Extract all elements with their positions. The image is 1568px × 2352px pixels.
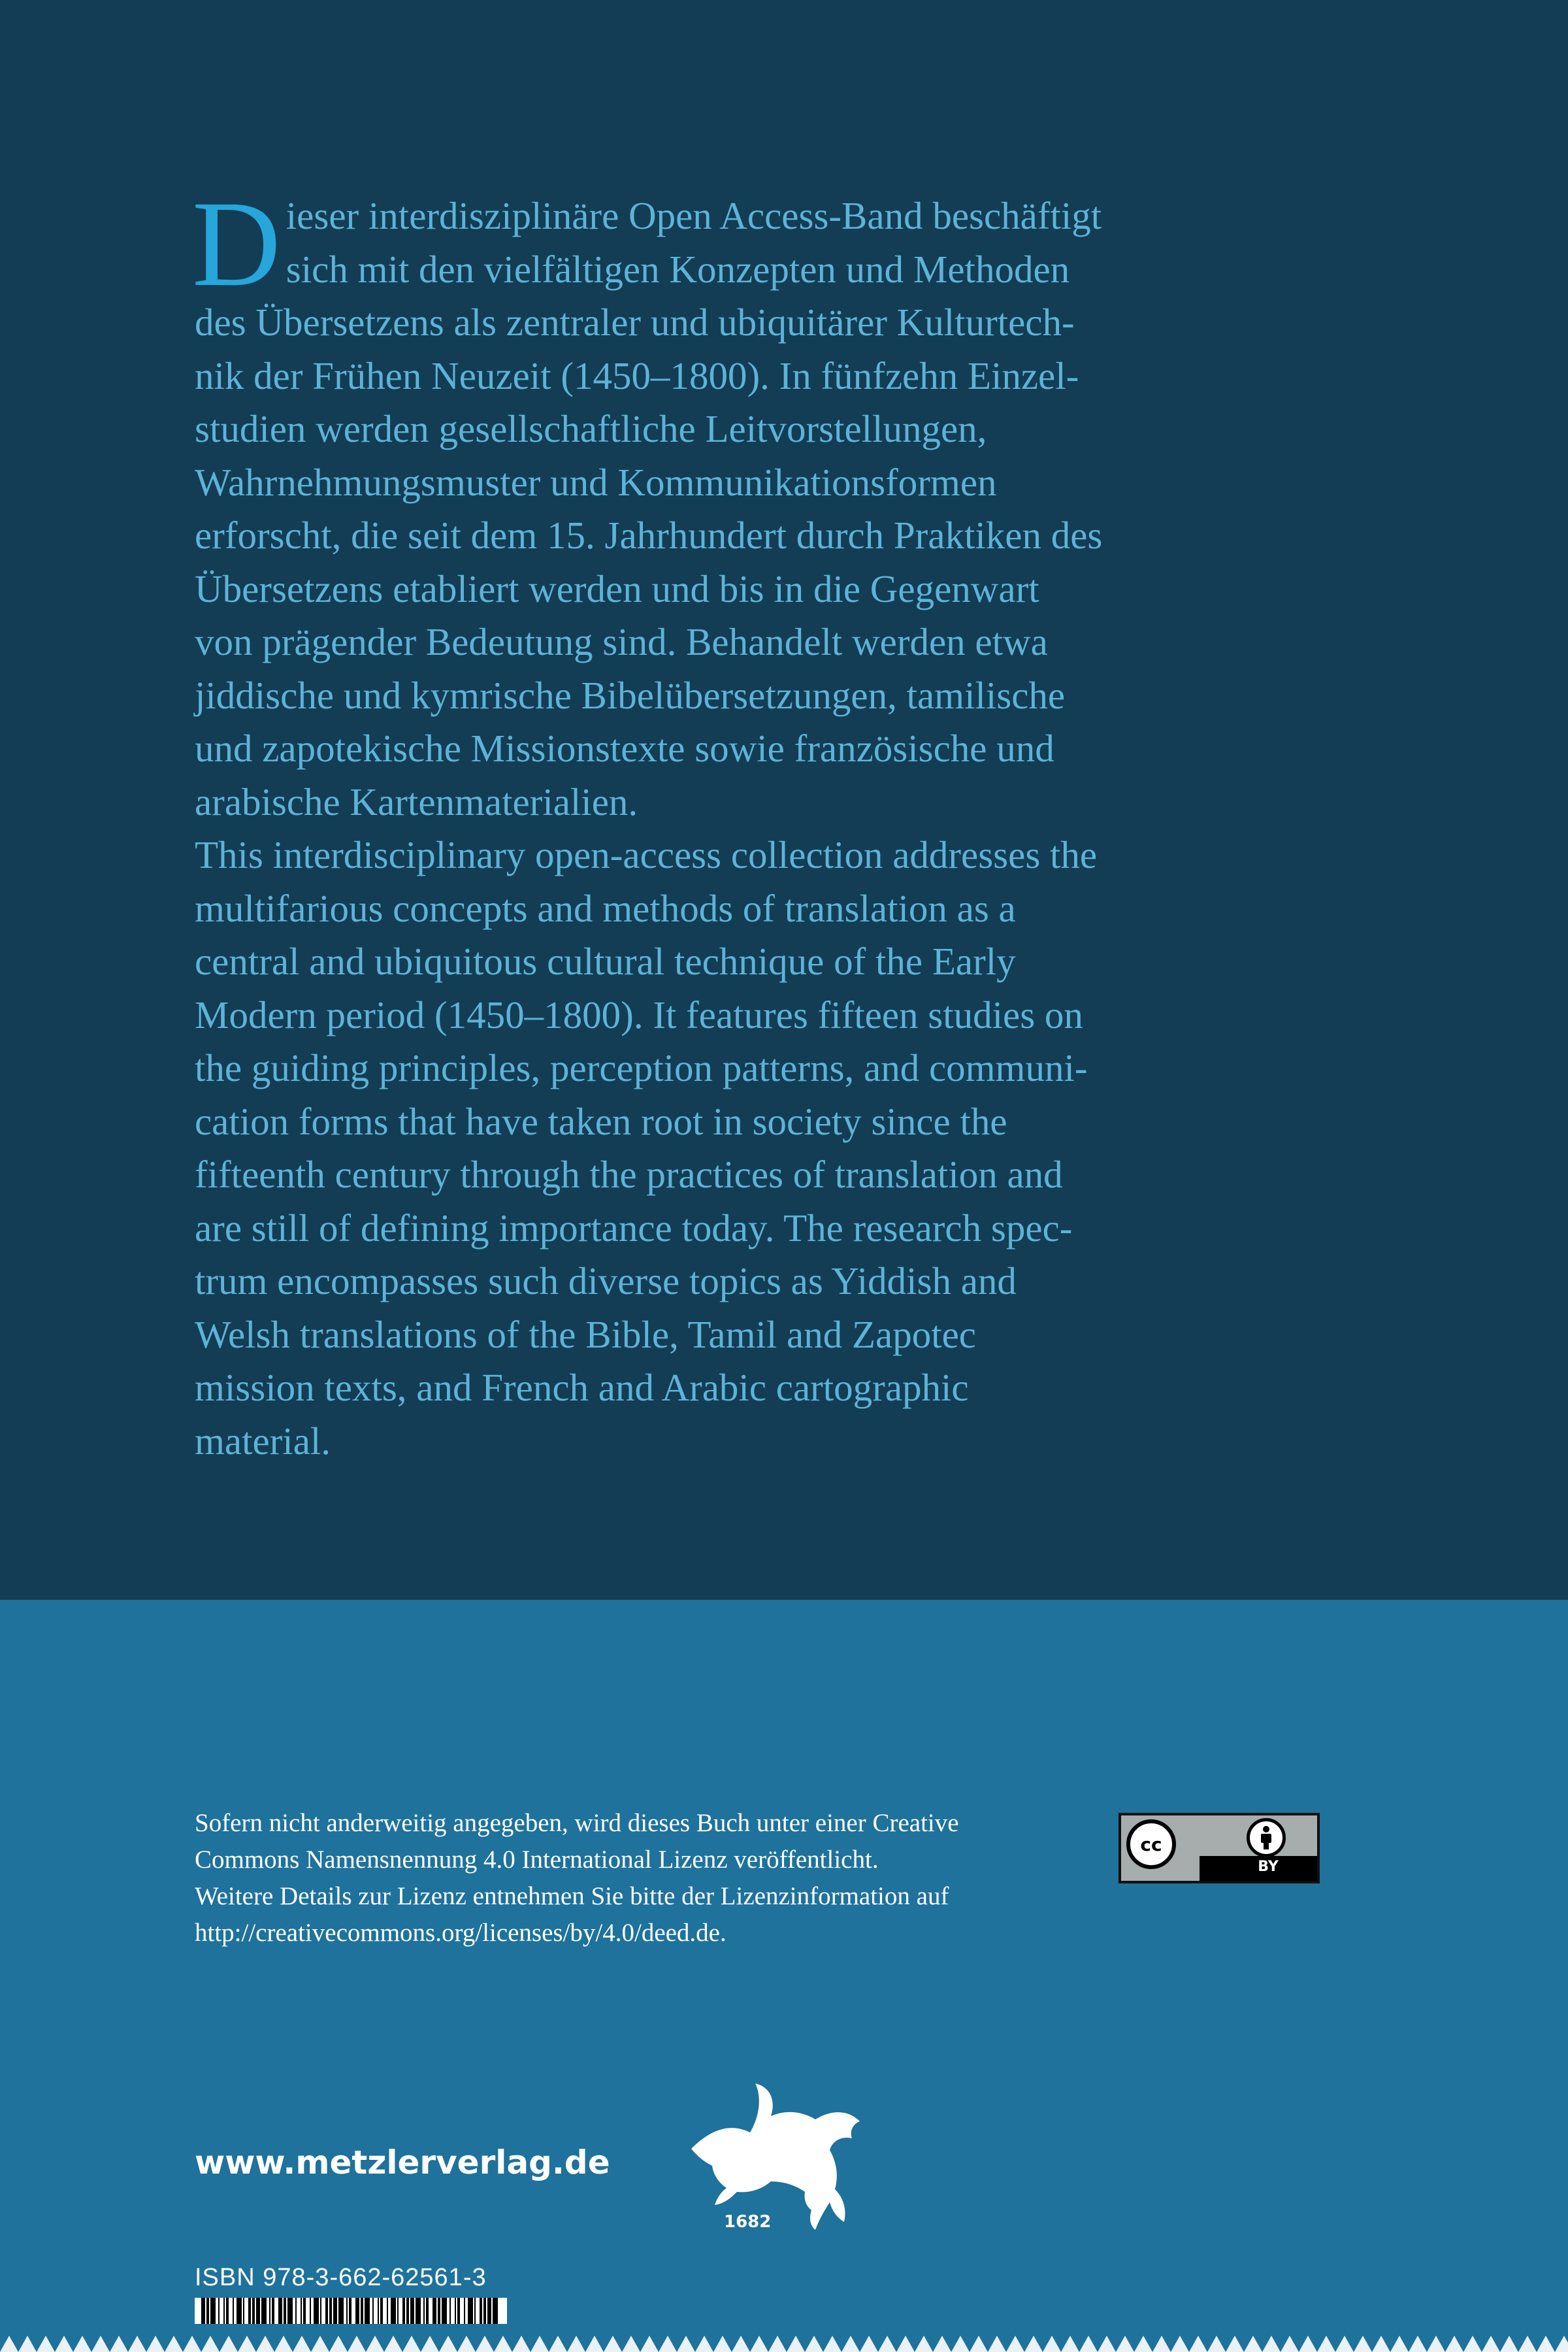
cc-by-badge[interactable] (1119, 1813, 1320, 1883)
horse-logo-icon (685, 2070, 874, 2240)
attribution-icon (1247, 1818, 1286, 1857)
by-label: BY (1258, 1859, 1279, 1875)
blurb-german: ieser interdisziplinäre Open Access-Band beschäftigt sich mit den vielfältigen Konzepten und Methoden des Übersetzens als zentraler und ubiquitärer Kulturtech- nik der Frühen Neuzeit (1450–1800). In fünfzehn Einzel- studien werden gesellschaftliche Leitvorstellungen, Wahrnehmungsmuster und Kommunikationsformen erforscht, die seit dem 15. Jahrhundert durch Praktiken des Übersetzens etabliert werden und bis in die Gegenwart von prägender Bedeutung sind. Behandelt werden etwa jiddische und kymrische Bibelübersetzungen, tamilische und zapotekische Missionstexte sowie französische und arabische Kartenmaterialien. (195, 194, 1103, 823)
decorative-pattern-strip (0, 2324, 1568, 2352)
isbn-number: ISBN 978-3-662-62561-3 (195, 2264, 487, 2291)
publisher-website[interactable]: www.metzlerverlag.de (195, 2144, 610, 2181)
logo-year: 1682 (724, 2212, 772, 2232)
drop-cap: D (192, 175, 281, 312)
license-notice: Sofern nicht anderweitig angegeben, wird dieses Buch unter einer Creative Commons Namensnennung 4.0 International Lizenz veröffentlicht. Weitere Details zur Lizenz entnehmen Sie bitte der Lizenzinformation auf http://creativecommons.org/licenses/by/4.0/deed.de. (195, 1809, 959, 1947)
blurb-text-block (192, 175, 1253, 1468)
blurb-english: This interdisciplinary open-access collection addresses the multifarious concepts and methods of translation as a central and ubiquitous cultural technique of the Early Modern period (1450–1800). It features fifteen studies on the guiding principles, perception patterns, and communi- cation forms that have taken root in society since the fifteenth century through the practices of translation and are still of defining importance today. The research spec- trum encompasses such diverse topics as Yiddish and Welsh translations of the Bible, Tamil and Zapotec mission texts, and French and Arabic cartographic material. (195, 833, 1098, 1463)
cc-icon: cc (1126, 1819, 1176, 1869)
